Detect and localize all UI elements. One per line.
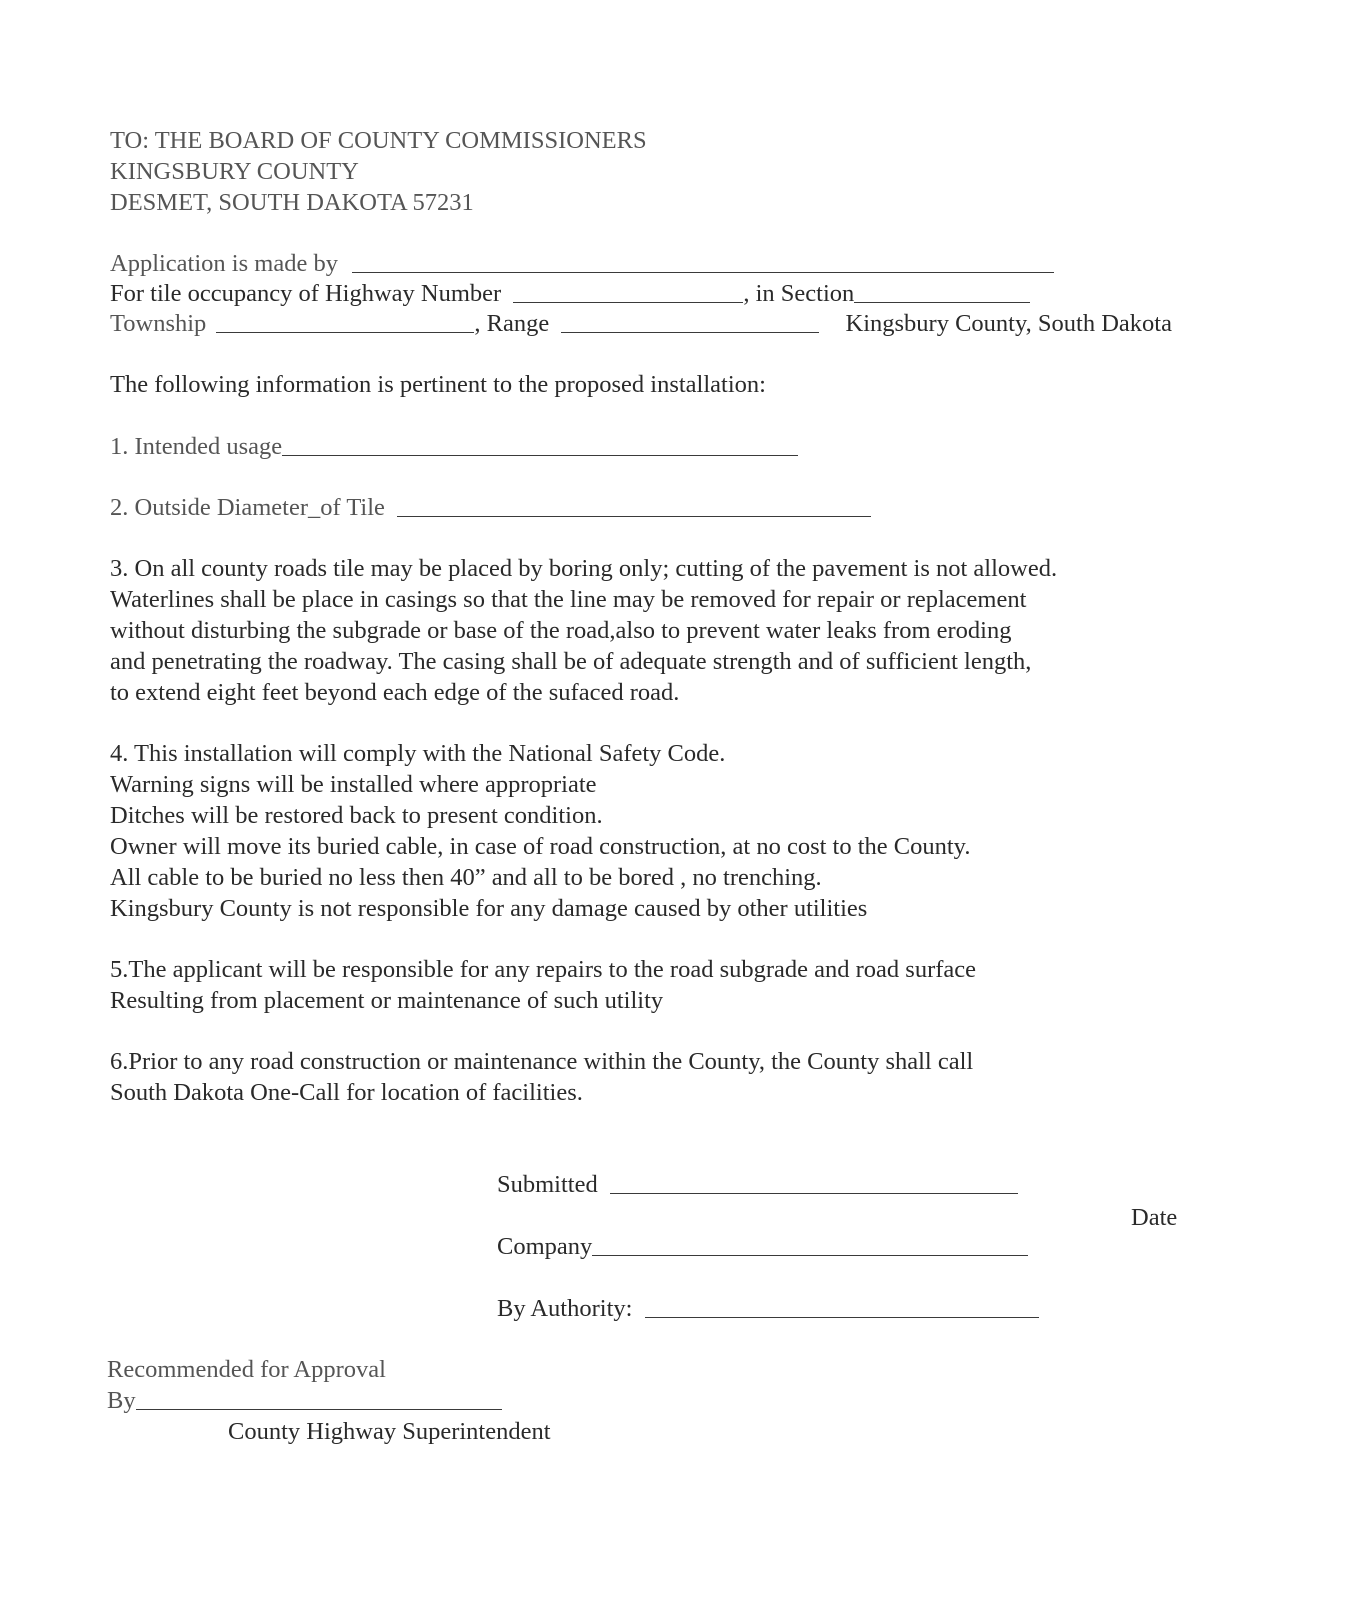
item5-line-2: Resulting from placement or maintenance of such utility <box>110 987 664 1014</box>
application-made-by-row <box>110 248 1054 279</box>
authority-label: By Authority: <box>497 1295 633 1322</box>
item3-line-4: and penetrating the roadway. The casing shall be of adequate strength and of sufficient length, <box>110 648 1032 675</box>
item3-line-1: 3. On all county roads tile may be placed by boring only; cutting of the pavement is not allowed. <box>110 555 1058 582</box>
township-field[interactable] <box>216 331 474 333</box>
applicant-name-field[interactable] <box>352 271 1054 273</box>
submitted-label: Submitted <box>497 1171 598 1198</box>
item3-line-3: without disturbing the subgrade or base of the road,also to prevent water leaks from eroding <box>110 617 1012 644</box>
address-line-2: KINGSBURY COUNTY <box>110 158 359 185</box>
township-label: Township <box>110 310 207 337</box>
outside-diameter-row <box>110 492 871 523</box>
address-line-1: TO: THE BOARD OF COUNTY COMMISSIONERS <box>110 127 647 154</box>
highway-number-row <box>110 278 1030 309</box>
section-label: , in Section <box>743 280 855 307</box>
item4-line-6: Kingsbury County is not responsible for any damage caused by other utilities <box>110 895 868 922</box>
item4-line-3: Ditches will be restored back to present condition. <box>110 802 603 829</box>
made-by-label: Application is made by <box>110 250 338 277</box>
submitted-row <box>497 1169 1018 1200</box>
item6-line-2: South Dakota One-Call for location of facilities. <box>110 1079 583 1106</box>
item4-line-1: 4. This installation will comply with the National Safety Code. <box>110 740 726 767</box>
approval-by-row <box>107 1385 502 1416</box>
occupancy-label: For tile occupancy of Highway Number <box>110 280 502 307</box>
approval-by-field[interactable] <box>136 1408 502 1410</box>
company-row <box>497 1231 1028 1262</box>
item5-line-1: 5.The applicant will be responsible for any repairs to the road subgrade and road surface <box>110 956 977 983</box>
date-label: Date <box>1131 1204 1178 1231</box>
item4-line-2: Warning signs will be installed where appropriate <box>110 771 597 798</box>
highway-number-field[interactable] <box>513 301 743 303</box>
item6-line-1: 6.Prior to any road construction or maintenance within the County, the County shall call <box>110 1048 974 1075</box>
address-line-3: DESMET, SOUTH DAKOTA 57231 <box>110 189 474 216</box>
company-field[interactable] <box>592 1254 1028 1256</box>
outside-diameter-label: 2. Outside Diameter_of Tile <box>110 494 385 521</box>
approval-by-label: By <box>107 1387 136 1414</box>
range-label: , Range <box>474 310 550 337</box>
intended-usage-row <box>110 431 798 462</box>
company-label: Company <box>497 1233 593 1260</box>
recommended-label: Recommended for Approval <box>107 1356 386 1383</box>
authority-field[interactable] <box>645 1316 1039 1318</box>
intended-usage-field[interactable] <box>282 454 798 456</box>
info-intro: The following information is pertinent to the proposed installation: <box>110 371 766 398</box>
intended-usage-label: 1. Intended usage <box>110 433 283 460</box>
item3-line-5: to extend eight feet beyond each edge of the sufaced road. <box>110 679 680 706</box>
item4-line-5: All cable to be buried no less then 40” and all to be bored , no trenching. <box>110 864 822 891</box>
outside-diameter-field[interactable] <box>397 515 871 517</box>
section-field[interactable] <box>854 301 1030 303</box>
authority-row <box>497 1293 1039 1324</box>
item4-line-4: Owner will move its buried cable, in case of road construction, at no cost to the County. <box>110 833 971 860</box>
item3-line-2: Waterlines shall be place in casings so that the line may be removed for repair or replacement <box>110 586 1027 613</box>
county-state-label: Kingsbury County, South Dakota <box>845 310 1172 337</box>
submitted-field[interactable] <box>610 1192 1018 1194</box>
superintendent-title: County Highway Superintendent <box>228 1418 551 1445</box>
township-range-row <box>110 308 1172 339</box>
range-field[interactable] <box>561 331 819 333</box>
